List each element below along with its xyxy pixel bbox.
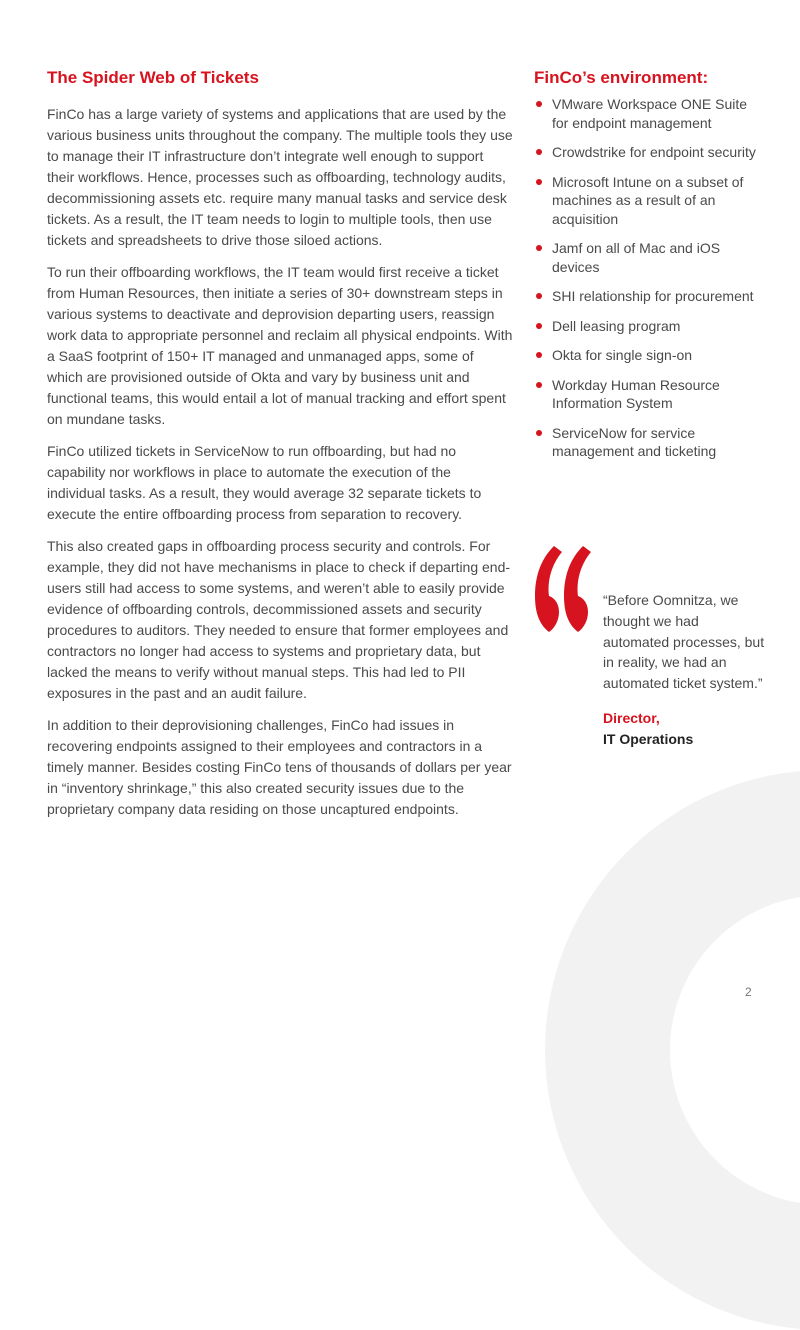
quote-text: “Before Oomnitza, we thought we had automated processes, but in reality, we had an automated ticket system.” [603, 592, 765, 692]
list-item [534, 346, 759, 365]
bullet-icon [536, 149, 542, 155]
bullet-icon [536, 101, 542, 107]
list-item [534, 317, 759, 336]
list-item [534, 424, 759, 461]
sidebar-title: FinCo’s environment: [534, 68, 709, 87]
main-column [47, 66, 513, 831]
testimonial [603, 590, 768, 750]
paragraph: In addition to their deprovisioning challenges, FinCo had issues in recovering endpoints assigned to their employees and contractors in a timely manner. Besides costing FinCo tens of thousands of dollars per year in “inventory shrinkage,” this also created security issues due to the proprietary company data residing on those uncaptured endpoints. [47, 717, 512, 817]
list-item-text: Microsoft Intune on a subset of machines as a result of an acquisition [552, 173, 744, 227]
bullet-icon [536, 293, 542, 299]
list-item [534, 95, 759, 132]
list-item-text: VMware Workspace ONE Suite for endpoint management [552, 96, 748, 131]
list-item-text: Okta for single sign-on [552, 347, 693, 363]
paragraph: FinCo has a large variety of systems and applications that are used by the various business units throughout the company. The multiple tools they use to manage their IT infrastructure don’t integrate well enough to support their workflows. Hence, processes such as offboarding, technology audits, decommissioning assets etc. require many manual tasks and service desk tickets. As a result, the IT team needs to login to multiple tools, then use tickets and spreadsheets to drive those siloed actions. [47, 106, 513, 248]
environment-list [534, 95, 759, 461]
list-item-text: Dell leasing program [552, 317, 681, 334]
list-item-text: Crowdstrike for endpoint security [552, 144, 756, 160]
paragraph: This also created gaps in offboarding process security and controls. For example, they did not have mechanisms in place to check if departing end-users still had access to some systems, and weren’t able to easily provide evidence of offboarding controls, decommissioned assets and security procedures to auditors. They needed to ensure that former employees and contractors no longer had access to systems and proprietary data, but lacked the means to verify without manual steps. This had led to PII exposures in the past and an audit failure. [47, 538, 511, 701]
quote-role: Director, [603, 709, 660, 726]
bullet-icon [536, 245, 542, 251]
list-item-text: Jamf on all of Mac and iOS devices [552, 240, 721, 275]
list-item [534, 173, 759, 229]
list-item-text: ServiceNow for service management and ticketing [552, 424, 717, 459]
paragraph: To run their offboarding workflows, the IT team would first receive a ticket from Human Resources, then initiate a series of 30+ downstream steps in various systems to deactivate and deprovision departing users, reassign work data to appropriate personnel and reclaim all physical endpoints. With a SaaS footprint of 150+ IT managed and unmanaged apps, some of which are provisioned outside of Okta and vary by business unit and functional teams, this would entail a lot of manual tracking and effort spent on mundane tasks. [47, 264, 513, 427]
quote-department: IT Operations [603, 730, 694, 747]
bullet-icon [536, 352, 542, 358]
section-title: The Spider Web of Tickets [47, 68, 259, 87]
quote-mark-icon [530, 540, 592, 636]
list-item [534, 239, 759, 276]
bullet-icon [536, 382, 542, 388]
list-item-text: Workday Human Resource Information System [552, 376, 720, 411]
sidebar [534, 66, 759, 472]
list-item-text: SHI relationship for procurement [552, 288, 754, 304]
list-item [534, 287, 759, 306]
bullet-icon [536, 179, 542, 185]
list-item [534, 143, 759, 162]
bullet-icon [536, 323, 542, 329]
page-number: 2 [745, 985, 752, 999]
list-item [534, 376, 759, 413]
paragraph: FinCo utilized tickets in ServiceNow to run offboarding, but had no capability nor workflows in place to automate the execution of the individual tasks. As a result, they would average 32 separate tickets to execute the entire offboarding process from separation to recovery. [47, 443, 482, 522]
bullet-icon [536, 430, 542, 436]
